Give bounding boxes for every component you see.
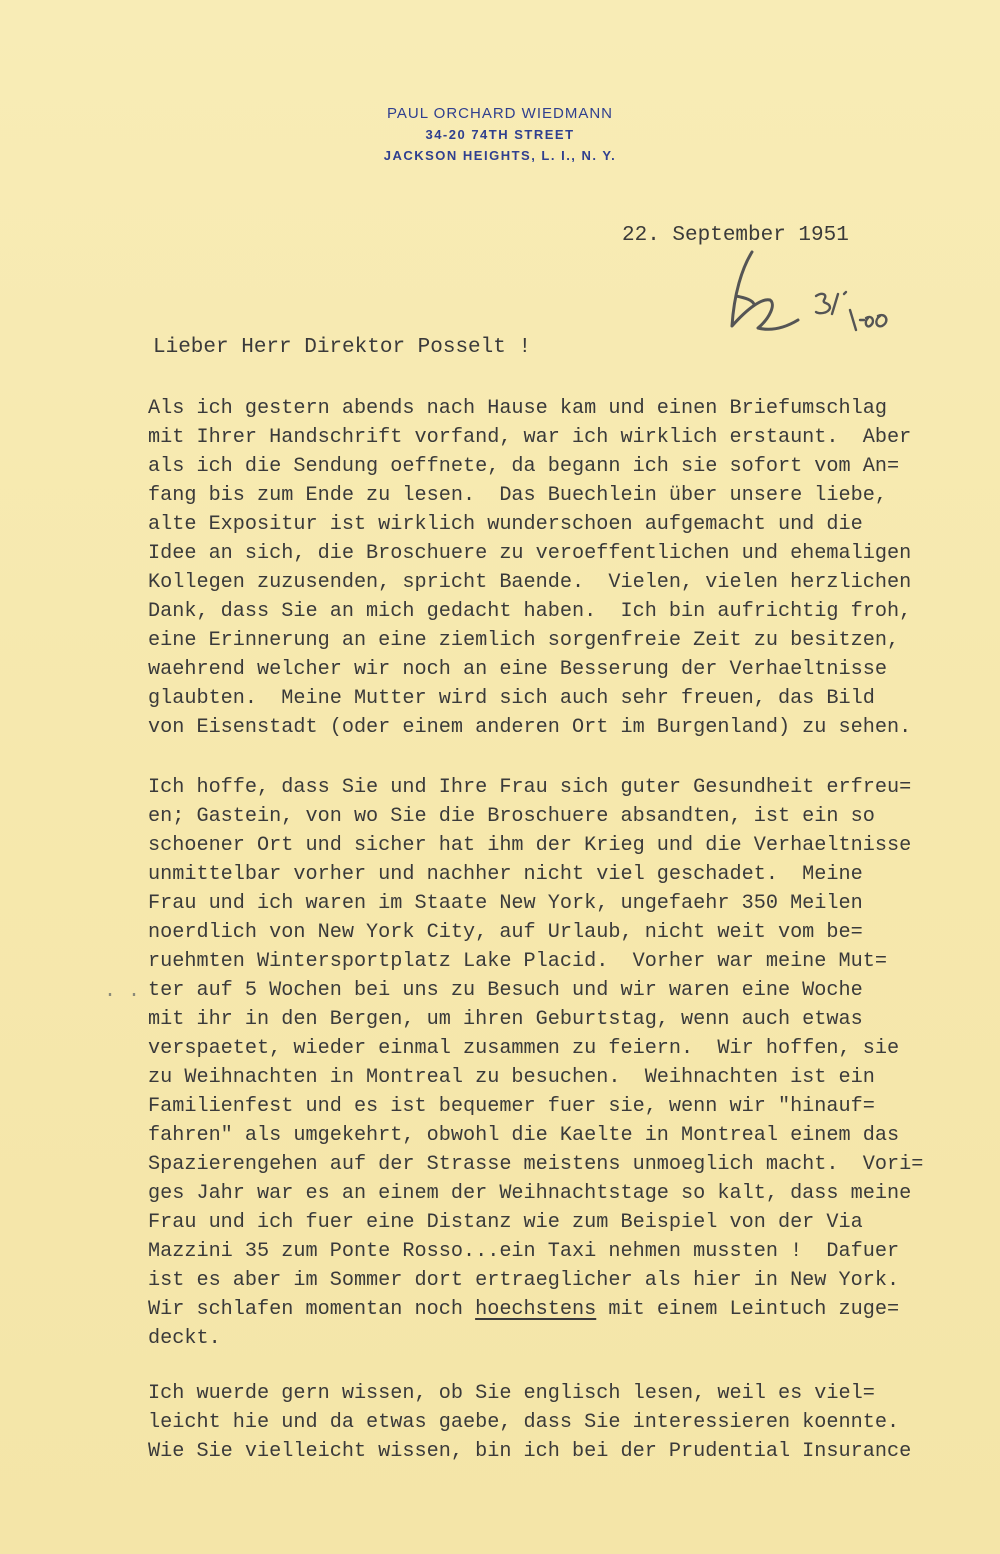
letter-date: 22. September 1951 [622, 224, 849, 247]
paragraph-2 [148, 773, 978, 1353]
text-line: Spazierengehen auf der Strasse meistens unmoeglich macht. Vori= [148, 1153, 924, 1176]
underlined-word: hoechstens [475, 1298, 597, 1321]
text-line: Familienfest und es ist bequemer fuer sie, wenn wir "hinauf= [148, 1095, 875, 1118]
letterhead-name: PAUL ORCHARD WIEDMANN [386, 105, 613, 122]
text-line: Ich hoffe, dass Sie und Ihre Frau sich guter Gesundheit erfreu= [148, 776, 912, 799]
text-line: unmittelbar vorher und nachher nicht viel geschadet. Meine [148, 863, 863, 886]
text-line: Dank, dass Sie an mich gedacht haben. Ich bin aufrichtig froh, [148, 600, 912, 623]
text-line: noerdlich von New York City, auf Urlaub, nicht weit vom be= [148, 921, 863, 944]
paragraph-1 [148, 394, 978, 742]
letterhead-street: 34-20 74TH STREET [425, 127, 575, 142]
text-line: als ich die Sendung oeffnete, da begann ich sie sofort vom An= [148, 455, 900, 478]
text-line: deckt. [148, 1327, 221, 1350]
margin-dots: . . [104, 980, 141, 1003]
text-line: Wie Sie vielleicht wissen, bin ich bei der Prudential Insurance [148, 1440, 912, 1463]
text-line: schoener Ort und sicher hat ihm der Krieg und die Verhaeltnisse [148, 834, 912, 857]
text-line: zu Weihnachten in Montreal zu besuchen. Weihnachten ist ein [148, 1066, 875, 1089]
text-line: verspaetet, wieder einmal zusammen zu feiern. Wir hoffen, sie [148, 1037, 900, 1060]
text-line: leicht hie und da etwas gaebe, dass Sie interessieren koennte. [148, 1411, 900, 1434]
letterhead [300, 104, 700, 166]
handwritten-pencil-annotation-icon [718, 238, 908, 338]
text-line: Kollegen zuzusenden, spricht Baende. Vielen, vielen herzlichen [148, 571, 912, 594]
text-line: fang bis zum Ende zu lesen. Das Buechlein über unsere liebe, [148, 484, 887, 507]
text-line: waehrend welcher wir noch an eine Besserung der Verhaeltnisse [148, 658, 887, 681]
text-line: Frau und ich fuer eine Distanz wie zum Beispiel von der Via [148, 1211, 863, 1234]
text-line: Mazzini 35 zum Ponte Rosso...ein Taxi nehmen mussten ! Dafuer [148, 1240, 900, 1263]
paragraph-3 [148, 1379, 978, 1466]
text-line: ges Jahr war es an einem der Weihnachtstage so kalt, dass meine [148, 1182, 912, 1205]
letterhead-city: JACKSON HEIGHTS, L. I., N. Y. [383, 148, 617, 163]
text-line: mit ihr in den Bergen, um ihren Geburtstag, wenn auch etwas [148, 1008, 863, 1031]
text-line: Als ich gestern abends nach Hause kam und einen Briefumschlag [148, 397, 887, 420]
text-line: von Eisenstadt (oder einem anderen Ort im Burgenland) zu sehen. [148, 716, 912, 739]
text-line: ter auf 5 Wochen bei uns zu Besuch und wir waren eine Woche [148, 979, 863, 1002]
text-line: glaubten. Meine Mutter wird sich auch sehr freuen, das Bild [148, 687, 875, 710]
text-line: alte Expositur ist wirklich wunderschoen aufgemacht und die [148, 513, 863, 536]
text-line: ist es aber im Sommer dort ertraeglicher als hier in New York. [148, 1269, 900, 1292]
salutation: Lieber Herr Direktor Posselt ! [153, 336, 532, 359]
text-line: Idee an sich, die Broschuere zu veroeffentlichen und ehemaligen [148, 542, 912, 565]
text-line: en; Gastein, von wo Sie die Broschuere absandten, ist ein so [148, 805, 875, 828]
text-line: fahren" als umgekehrt, obwohl die Kaelte in Montreal einem das [148, 1124, 900, 1147]
text-line: ruehmten Wintersportplatz Lake Placid. Vorher war meine Mut= [148, 950, 887, 973]
text-line: Frau und ich waren im Staate New York, ungefaehr 350 Meilen [148, 892, 863, 915]
text-line: Ich wuerde gern wissen, ob Sie englisch lesen, weil es viel= [148, 1382, 875, 1405]
text-line: mit Ihrer Handschrift vorfand, war ich wirklich erstaunt. Aber [148, 426, 912, 449]
text-line-underlined: Wir schlafen momentan noch hoechstens mit einem Leintuch zuge= [148, 1298, 900, 1321]
text-line: eine Erinnerung an eine ziemlich sorgenfreie Zeit zu besitzen, [148, 629, 900, 652]
